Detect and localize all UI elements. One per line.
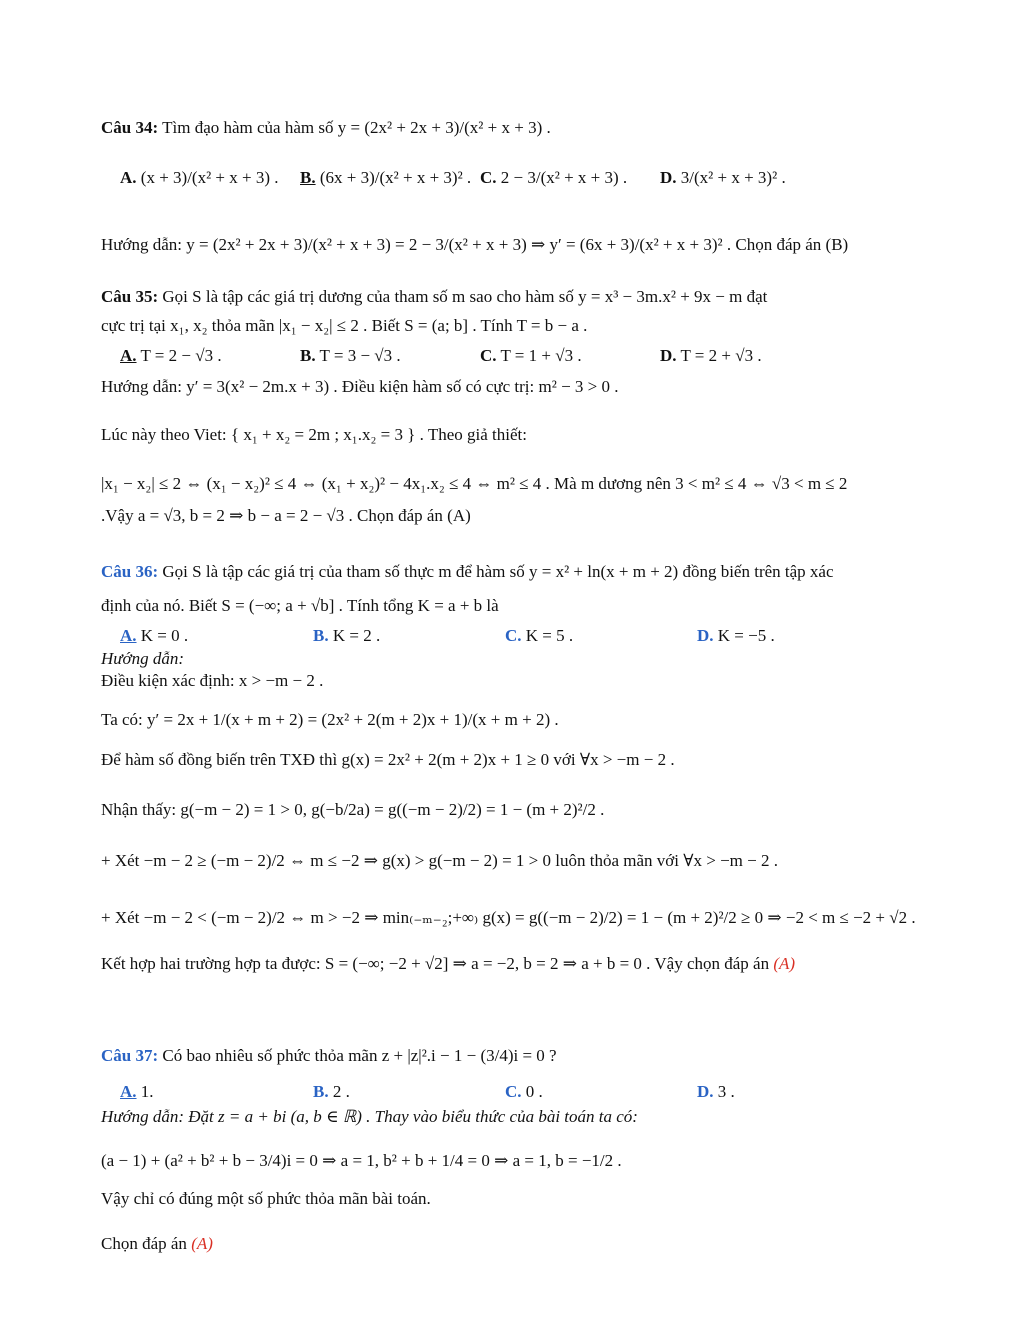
q36-option-a xyxy=(120,626,188,646)
q35-option-c-label: C. xyxy=(480,346,497,365)
q36-option-b-label: B. xyxy=(313,626,329,645)
q35-guide-3: |x₁ − x₂| ≤ 2 ⇔ (x₁ − x₂)² ≤ 4 ⇔ (x₁ + x₂)² − 4x₁.x₂ ≤ 4 ⇔ m² ≤ 4 . Mà m dương nên 3 < m² ≤ 4 ⇔ √3 < m ≤ 2 xyxy=(101,474,848,493)
q37-option-a xyxy=(120,1082,154,1102)
q35-guide-1: Hướng dẫn: y′ = 3(x² − 2m.x + 3) . Điều kiện hàm số có cực trị: m² − 3 > 0 . xyxy=(101,377,619,396)
q36-guide-5: + Xét −m − 2 ≥ (−m − 2)/2 ⇔ m ≤ −2 ⇒ g(x) > g(−m − 2) = 1 > 0 luôn thỏa mãn với ∀x > −m − 2 . xyxy=(101,851,778,870)
q34-option-a-label: A. xyxy=(120,168,137,187)
q35-option-d-label: D. xyxy=(660,346,677,365)
q35-option-b xyxy=(300,346,401,366)
q36-option-b xyxy=(313,626,380,646)
q34-option-b xyxy=(300,168,471,188)
q34-option-c xyxy=(480,168,627,188)
question-34 xyxy=(101,117,551,138)
q37-guide-1: Hướng dẫn: Đặt z = a + bi (a, b ∈ ℝ) . Thay vào biểu thức của bài toán ta có: xyxy=(101,1107,638,1126)
q34-option-b-text: (6x + 3)/(x² + x + 3)² . xyxy=(319,168,472,187)
q35-option-d xyxy=(660,346,762,366)
q37-option-c xyxy=(505,1082,543,1102)
q36-guide-3: Để hàm số đồng biến trên TXĐ thì g(x) = 2x² + 2(m + 2)x + 1 ≥ 0 với ∀x > −m − 2 . xyxy=(101,750,675,769)
question-35 xyxy=(101,286,767,307)
q37-option-b-text: 2 . xyxy=(332,1082,350,1101)
q36-title: Câu 36: xyxy=(101,562,159,581)
q36-option-c-label: C. xyxy=(505,626,522,645)
q36-option-d-text: K = −5 . xyxy=(717,626,775,645)
q35-guide-2: Lúc này theo Viet: { x₁ + x₂ = 2m ; x₁.x₂ = 3 } . Theo giả thiết: xyxy=(101,425,527,444)
q36-line1: Gọi S là tập các giá trị của tham số thực m để hàm số y = x² + ln(x + m + 2) đồng biến trên tập xác xyxy=(162,562,834,581)
q37-option-b-label: B. xyxy=(313,1082,329,1101)
q37-guide-4-text: Chọn đáp án xyxy=(101,1234,187,1253)
q36-option-c-text: K = 5 . xyxy=(525,626,574,645)
q37-option-b xyxy=(313,1082,350,1102)
q34-option-c-label: C. xyxy=(480,168,497,187)
q37-answer: (A) xyxy=(191,1234,213,1253)
q35-option-d-text: T = 2 + √3 . xyxy=(680,346,762,365)
q37-option-c-label: C. xyxy=(505,1082,522,1101)
q36-guide-7 xyxy=(101,953,795,974)
q34-option-d xyxy=(660,168,786,188)
q34-option-d-text: 3/(x² + x + 3)² . xyxy=(680,168,786,187)
q34-option-a xyxy=(120,168,279,188)
q37-prompt: Có bao nhiêu số phức thỏa mãn z + |z|².i − 1 − (3/4)i = 0 ? xyxy=(162,1046,557,1065)
q36-option-a-text: K = 0 . xyxy=(140,626,189,645)
q35-title: Câu 35: xyxy=(101,287,159,306)
q36-guide-7-text: Kết hợp hai trường hợp ta được: S = (−∞; −2 + √2] ⇒ a = −2, b = 2 ⇒ a + b = 0 . Vậy chọn đáp án xyxy=(101,954,770,973)
q34-guide: Hướng dẫn: y = (2x² + 2x + 3)/(x² + x + 3) = 2 − 3/(x² + x + 3) ⇒ y′ = (6x + 3)/(x² + x + 3)² . Chọn đáp án (B) xyxy=(101,235,849,254)
q36-guide-1: Điều kiện xác định: x > −m − 2 . xyxy=(101,671,324,690)
q34-option-d-label: D. xyxy=(660,168,677,187)
q37-guide-3: Vậy chỉ có đúng một số phức thỏa mãn bài toán. xyxy=(101,1189,431,1208)
q36-option-b-text: K = 2 . xyxy=(332,626,381,645)
q36-line2: định của nó. Biết S = (−∞; a + √b] . Tính tổng K = a + b là xyxy=(101,596,499,615)
q36-option-c xyxy=(505,626,573,646)
q37-option-c-text: 0 . xyxy=(525,1082,543,1101)
q34-option-a-text: (x + 3)/(x² + x + 3) . xyxy=(140,168,279,187)
q34-title: Câu 34: xyxy=(101,118,159,137)
q36-option-a-label: A. xyxy=(120,626,137,645)
q36-answer: (A) xyxy=(773,954,796,973)
q37-option-a-label: A. xyxy=(120,1082,137,1101)
q35-option-a-text: T = 2 − √3 . xyxy=(140,346,222,365)
q36-option-d-label: D. xyxy=(697,626,714,645)
q35-option-c xyxy=(480,346,582,366)
q37-option-d-label: D. xyxy=(697,1082,714,1101)
q36-guide-heading: Hướng dẫn: xyxy=(101,649,185,668)
q37-title: Câu 37: xyxy=(101,1046,159,1065)
q37-guide-2: (a − 1) + (a² + b² + b − 3/4)i = 0 ⇒ a = 1, b² + b + 1/4 = 0 ⇒ a = 1, b = −1/2 . xyxy=(101,1151,622,1170)
q34-prompt: Tìm đạo hàm của hàm số y = (2x² + 2x + 3)/(x² + x + 3) . xyxy=(162,118,551,137)
q35-line1: Gọi S là tập các giá trị dương của tham số m sao cho hàm số y = x³ − 3m.x² + 9x − m đạt xyxy=(162,287,768,306)
q37-guide-4 xyxy=(101,1233,213,1254)
q35-option-b-text: T = 3 − √3 . xyxy=(319,346,401,365)
q35-option-c-text: T = 1 + √3 . xyxy=(500,346,582,365)
q36-guide-2: Ta có: y′ = 2x + 1/(x + m + 2) = (2x² + 2(m + 2)x + 1)/(x + m + 2) . xyxy=(101,710,559,729)
question-37 xyxy=(101,1045,557,1066)
q35-option-b-label: B. xyxy=(300,346,316,365)
q36-guide-6: + Xét −m − 2 < (−m − 2)/2 ⇔ m > −2 ⇒ min₍₋ₘ₋₂;+∞₎ g(x) = g((−m − 2)/2) = 1 − (m + 2)²/2 ≥ 0 ⇒ −2 < m ≤ −2 + √2 . xyxy=(101,908,916,927)
q35-line2: cực trị tại x₁, x₂ thỏa mãn |x₁ − x₂| ≤ 2 . Biết S = (a; b] . Tính T = b − a . xyxy=(101,316,588,335)
q37-option-d xyxy=(697,1082,735,1102)
q35-option-a-label: A. xyxy=(120,346,137,365)
q34-option-b-label: B. xyxy=(300,168,316,187)
q37-option-a-text: 1. xyxy=(140,1082,154,1101)
q36-guide-4: Nhận thấy: g(−m − 2) = 1 > 0, g(−b/2a) = g((−m − 2)/2) = 1 − (m + 2)²/2 . xyxy=(101,800,605,819)
q35-guide-4: .Vậy a = √3, b = 2 ⇒ b − a = 2 − √3 . Chọn đáp án (A) xyxy=(101,506,471,525)
q34-option-c-text: 2 − 3/(x² + x + 3) . xyxy=(500,168,628,187)
question-36 xyxy=(101,561,834,582)
q37-option-d-text: 3 . xyxy=(717,1082,735,1101)
q36-option-d xyxy=(697,626,775,646)
q35-option-a xyxy=(120,346,222,366)
